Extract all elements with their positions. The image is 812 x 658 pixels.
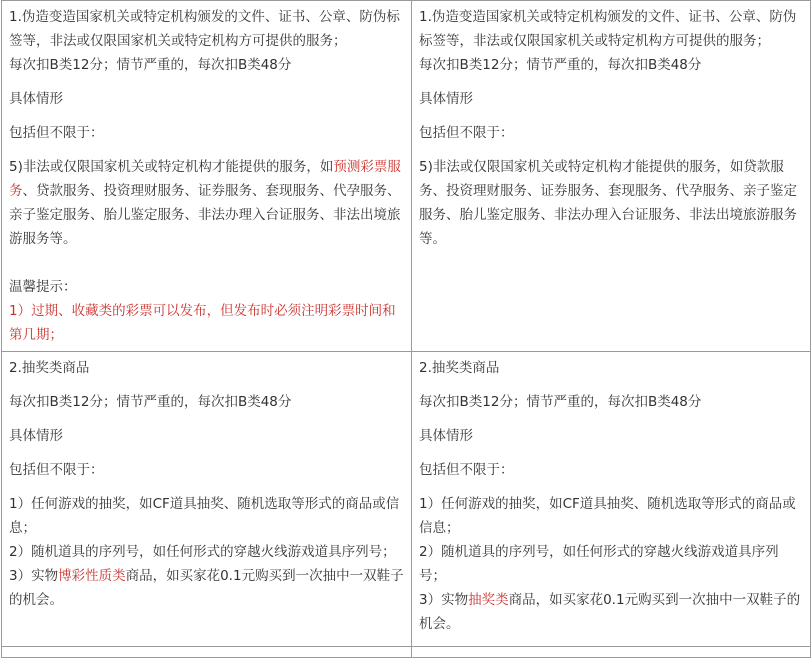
item-3-prefix: 3）实物 [419, 592, 469, 608]
item-5-prefix: 5)非法或仅限国家机关或特定机构才能提供的服务，如 [9, 159, 334, 175]
penalty-text: 每次扣B类12分；情节严重的，每次扣B类48分 [9, 394, 292, 410]
item-5-suffix: 、贷款服务、投资理财服务、证券服务、套现服务、代孕服务、亲子鉴定服务、胎儿鉴定服务、非法办理入台证服务、非法出境旅游服务等。 [9, 183, 401, 247]
table-row [2, 647, 811, 658]
situation-label: 具体情形 [419, 91, 473, 107]
includes-label: 包括但不限于： [9, 462, 104, 478]
penalty-text: 每次扣B类12分；情节严重的，每次扣B类48分 [419, 394, 702, 410]
rule-title: 1.伪造变造国家机关或特定机构颁发的文件、证书、公章、防伪标签等，非法或仅限国家机关或特定机构方可提供的服务； [9, 9, 400, 49]
left-cell-lottery-goods [2, 352, 412, 647]
item-2: 2）随机道具的序列号，如任何形式的穿越火线游戏道具序列号； [9, 544, 396, 560]
right-cell-empty [412, 647, 811, 658]
item-2: 2）随机道具的序列号，如任何形式的穿越火线游戏道具序列号； [419, 544, 779, 584]
item-5-highlight: 预测彩票服务 [9, 159, 401, 199]
situation-label: 具体情形 [9, 91, 63, 107]
includes-label: 包括但不限于： [9, 125, 104, 141]
tip-text: 1）过期、收藏类的彩票可以发布，但发布时必须注明彩票时间和第几期； [9, 303, 396, 343]
table-row [2, 352, 811, 647]
penalty-text: 每次扣B类12分；情节严重的，每次扣B类48分 [9, 57, 292, 73]
rule-title: 1.伪造变造国家机关或特定机构颁发的文件、证书、公章、防伪标签等，非法或仅限国家机关或特定机构方可提供的服务； [419, 9, 797, 49]
item-1: 1）任何游戏的抽奖，如CF道具抽奖、随机选取等形式的商品或信息； [419, 496, 796, 536]
includes-label: 包括但不限于： [419, 462, 514, 478]
left-cell-empty [2, 647, 412, 658]
table-row [2, 1, 811, 352]
tip-label: 温馨提示： [9, 279, 77, 295]
item-3-prefix: 3）实物 [9, 568, 59, 584]
situation-label: 具体情形 [9, 428, 63, 444]
item-3-suffix: 商品，如买家花0.1元购买到一次抽中一双鞋子的机会。 [419, 592, 801, 632]
rule-title: 2.抽奖类商品 [419, 360, 500, 376]
item-3-highlight: 博彩性质类 [58, 568, 126, 584]
rules-comparison-table [1, 0, 811, 658]
includes-label: 包括但不限于： [419, 125, 514, 141]
item-3 [419, 588, 804, 636]
item-3-highlight: 抽奖类 [468, 592, 509, 608]
right-cell-lottery-goods [412, 352, 811, 647]
rule-title: 2.抽奖类商品 [9, 360, 90, 376]
item-3-suffix: 商品，如买家花0.1元购买到一次抽中一双鞋子的机会。 [9, 568, 404, 608]
item-5 [9, 155, 405, 251]
item-1: 1）任何游戏的抽奖，如CF道具抽奖、随机选取等形式的商品或信息； [9, 496, 400, 536]
right-cell-forged-documents [412, 1, 811, 352]
left-cell-forged-documents [2, 1, 412, 352]
penalty-text: 每次扣B类12分；情节严重的，每次扣B类48分 [419, 57, 702, 73]
situation-label: 具体情形 [419, 428, 473, 444]
item-5: 5)非法或仅限国家机关或特定机构才能提供的服务，如贷款服务、投资理财服务、证券服务、套现服务、代孕服务、亲子鉴定服务、胎儿鉴定服务、非法办理入台证服务、非法出境旅游服务等。 [419, 159, 797, 247]
item-3 [9, 564, 405, 612]
